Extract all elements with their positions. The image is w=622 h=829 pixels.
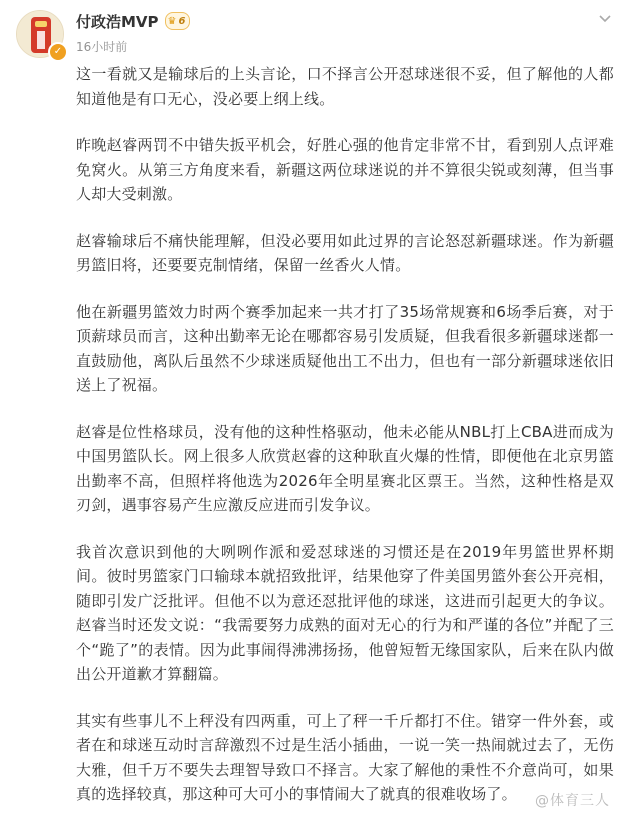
- post-paragraph: 这一看就又是输球后的上头言论，口不择言公开怼球迷很不妥，但了解他的人都知道他是有口无心，没必要上纲上线。: [76, 65, 614, 108]
- vip-badge[interactable]: [165, 12, 191, 30]
- username[interactable]: 付政浩MVP: [76, 12, 159, 31]
- more-button[interactable]: [596, 10, 614, 28]
- post-paragraph: 昨晚赵睿两罚不中错失扳平机会，好胜心强的他肯定非常不甘，看到别人点评难免窝火。从第三方角度来看，新疆这两位球迷说的并不算很尖锐或刻薄，但当事人却大受刺激。: [76, 136, 614, 203]
- post-paragraph: 赵睿输球后不痛快能理解，但没必要用如此过界的言论怒怼新疆球迷。作为新疆男篮旧将，还要要克制情绪，保留一丝香火人情。: [76, 231, 614, 274]
- name-row: [76, 10, 190, 32]
- watermark: @体育三人: [535, 793, 610, 809]
- post-timestamp[interactable]: 16小时前: [76, 40, 128, 54]
- post-paragraph: 赵睿是位性格球员，没有他的这种性格驱动，他未必能从NBL打上CBA进而成为中国男篮队长。网上很多人欣赏赵睿的这种耿直火爆的性情，即便他在北京男篮出勤率不高，但照样将他选为2026年全明星赛北区票王。当然，这种性格是双刃剑，遇事容易产生应激反应进而引发争议。: [76, 422, 614, 514]
- post-content: [76, 62, 614, 829]
- vip-level: 6: [178, 15, 186, 27]
- post-header: [0, 0, 622, 70]
- post-paragraph: 其实有些事儿不上秤没有四两重，可上了秤一千斤都打不住。错穿一件外套，或者在和球迷互动时言辞激烈不过是生活小插曲，一说一笑一热闹就过去了，无伤大雅，但千万不要失去理智导致口不择言。大家了解他的秉性不介意尚可，如果真的选择较真，那这种可大可小的事情闹大了就真的很难收场了。: [76, 711, 614, 803]
- chevron-down-icon: [599, 15, 611, 23]
- crown-icon: ♛: [167, 15, 177, 27]
- post-paragraph: 我首次意识到他的大咧咧作派和爱怼球迷的习惯还是在2019年男篮世界杯期间。彼时男篮家门口输球本就招致批评，结果他穿了件美国男篮外套公开亮相，随即引发广泛批评。但他不以为意还怼批评他的球迷，这进而引起更大的争议。赵睿当时还发文说：“我需要努力成熟的面对无心的行为和严谨的各位”并配了三个“跪了”的表情。因为此事闹得沸沸扬扬，他曾短暂无缘国家队，后来在队内做出公开道歉才算翻篇。: [76, 542, 614, 683]
- verified-badge-icon: ✓: [48, 42, 68, 62]
- post-paragraph: 他在新疆男篮效力时两个赛季加起来一共才打了35场常规赛和6场季后赛，对于顶薪球员而言，这种出勤率无论在哪都容易引发质疑，但我看很多新疆球迷都一直鼓励他，离队后虽然不少球迷质疑他出工不出力，但也有一部分新疆球迷依旧送上了祝福。: [76, 302, 614, 394]
